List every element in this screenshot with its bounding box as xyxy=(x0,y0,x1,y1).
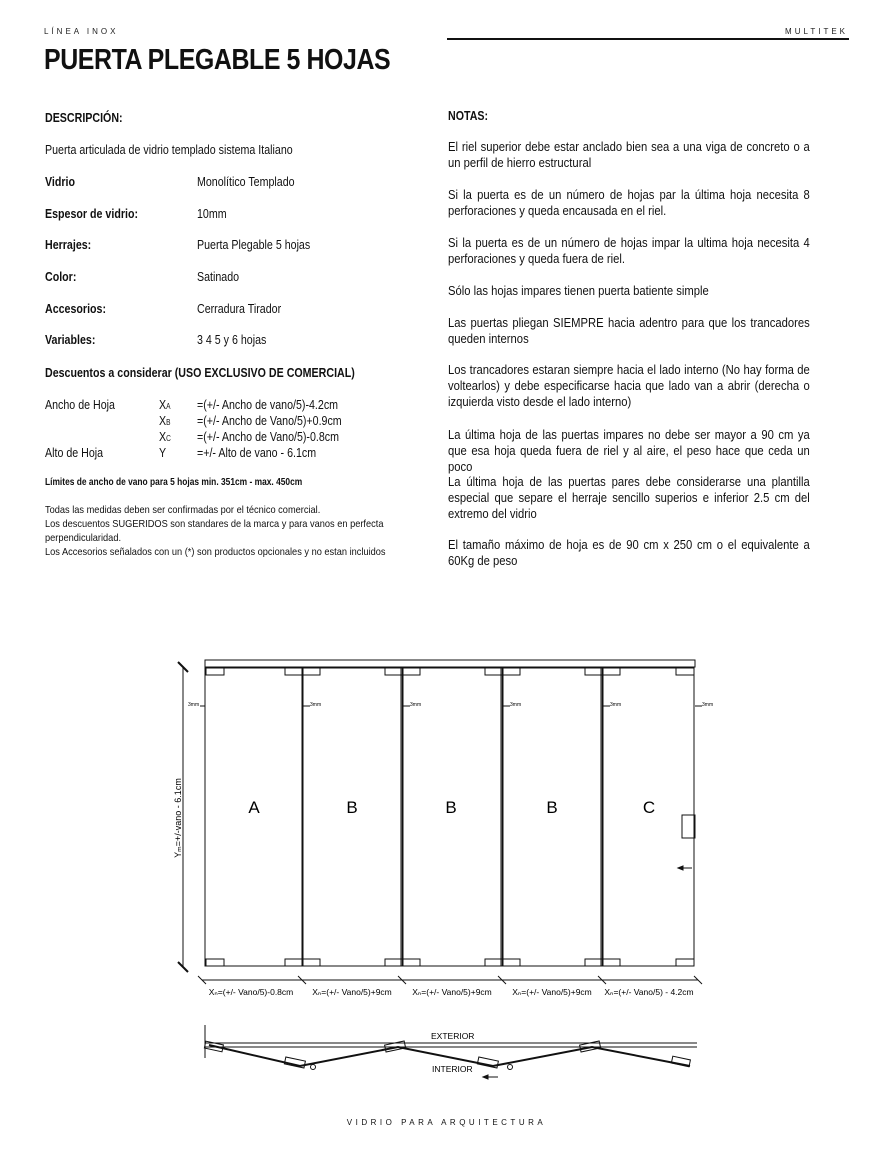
panel-label: B xyxy=(546,798,558,817)
glass-panel xyxy=(503,668,601,966)
width-label: Xₙ=(+/- Vano/5) - 4.2cm xyxy=(604,987,694,997)
spec-value: Cerradura Tirador xyxy=(197,301,282,316)
panel-label: B xyxy=(346,798,358,817)
spec-label: Color: xyxy=(45,269,77,284)
discount-formula: =(+/- Ancho de vano/5)-4.2cm xyxy=(197,397,339,412)
disclaimer-line: Los Accesorios señalados con un (*) son productos opcionales y no estan incluidos xyxy=(45,546,386,558)
discount-formula: =(+/- Ancho de Vano/5)+0.9cm xyxy=(197,413,342,428)
top-rail xyxy=(205,660,695,667)
product-line: LÍNEA INOX xyxy=(44,27,119,36)
hinge-top xyxy=(206,668,224,675)
note-item: La última hoja de las puertas pares debe considerarse una plantilla especial que separe el herraje sencillo superios e inferior 2.5 cm del extremo del vidrio xyxy=(448,475,810,521)
discount-name: Alto de Hoja xyxy=(45,445,104,460)
gap-label: 3mm xyxy=(310,702,322,708)
panel-label: A xyxy=(248,798,260,817)
spec-label: Herrajes: xyxy=(45,237,92,252)
disclaimer-line: Todas las medidas deben ser confirmadas por el técnico comercial. xyxy=(45,504,321,516)
glass-panel xyxy=(205,668,302,966)
note-item: Las puertas pliegan SIEMPRE hacia adentro para que los trancadores queden internos xyxy=(448,316,810,346)
page-footer: VIDRIO PARA ARQUITECTURA xyxy=(346,1118,547,1127)
note-item: La última hoja de las puertas impares no debe ser mayor a 90 cm ya que esa hoja queda fuera de riel y al aire, el peso hace que ceda un poco xyxy=(448,428,810,474)
notes-heading: NOTAS: xyxy=(448,108,489,123)
note-item: El tamaño máximo de hoja es de 90 cm x 250 cm o el equivalente a 60Kg de peso xyxy=(448,538,810,568)
spec-value: 10mm xyxy=(197,206,227,221)
glass-panel xyxy=(303,668,401,966)
page-title: PUERTA PLEGABLE 5 HOJAS xyxy=(44,44,391,76)
spec-label: Variables: xyxy=(45,332,96,347)
width-label: Xₙ=(+/- Vano/5)+9cm xyxy=(312,987,392,997)
spec-label: Espesor de vidrio: xyxy=(45,206,139,221)
description-intro: Puerta articulada de vidrio templado sistema Italiano xyxy=(45,142,293,157)
gap-label: 3mm xyxy=(610,702,622,708)
spec-value: Monolítico Templado xyxy=(197,174,295,189)
note-item: Los trancadores estaran siempre hacia el lado interno (No hay forma de voltearlos) y debe especificarse hacia que lado van a abrir (derecha o izquierda visto desde el lado interno) xyxy=(448,363,810,409)
spec-value: Puerta Plegable 5 hojas xyxy=(197,237,311,252)
disclaimer-line: perpendicularidad. xyxy=(45,532,122,544)
vano-limits: Límites de ancho de vano para 5 hojas min. 351cm - max. 450cm xyxy=(45,476,303,488)
note-item: Sólo las hojas impares tienen puerta batiente simple xyxy=(448,284,709,298)
gap-label: 3mm xyxy=(702,702,714,708)
discount-symbol: Y xyxy=(159,445,167,460)
width-label: Xₙ=(+/- Vano/5)+9cm xyxy=(512,987,592,997)
note-item: Si la puerta es de un número de hojas impar la ultima hoja necesita 4 perforaciones y queda fuera de riel. xyxy=(448,236,810,266)
height-label: Yₘ=+/-vano - 6.1cm xyxy=(173,778,183,858)
hinge-bottom xyxy=(676,959,694,966)
width-label: Xₙ=(+/- Vano/5)-0.8cm xyxy=(208,987,294,997)
interior-label: INTERIOR xyxy=(432,1064,473,1074)
discount-formula: =(+/- Ancho de Vano/5)-0.8cm xyxy=(197,429,340,444)
discount-formula: =+/- Alto de vano - 6.1cm xyxy=(197,445,317,460)
exterior-label: EXTERIOR xyxy=(431,1031,475,1041)
width-label: Xₙ=(+/- Vano/5)+9cm xyxy=(412,987,492,997)
glass-panel xyxy=(403,668,501,966)
discounts-heading: Descuentos a considerar (USO EXCLUSIVO DE COMERCIAL) xyxy=(45,365,355,380)
description-heading: DESCRIPCIÓN: xyxy=(45,110,123,125)
spec-label: Accesorios: xyxy=(45,301,107,316)
spec-label: Vidrio xyxy=(45,174,76,189)
door-handle xyxy=(682,815,695,838)
hinge-top xyxy=(676,668,694,675)
spec-value: Satinado xyxy=(197,269,240,284)
panel-label: B xyxy=(445,798,457,817)
gap-label: 3mm xyxy=(188,702,200,708)
discount-name: Ancho de Hoja xyxy=(45,397,115,412)
discount-symbol: XA xyxy=(159,397,171,412)
panel-label: C xyxy=(642,798,656,817)
hinge-bottom xyxy=(206,959,224,966)
spec-value: 3 4 5 y 6 hojas xyxy=(197,332,267,347)
note-item: Si la puerta es de un número de hojas par la última hoja necesita 8 perforaciones y queda encausada en el riel. xyxy=(448,188,810,218)
brand-name: MULTITEK xyxy=(785,27,848,36)
note-item: El riel superior debe estar anclado bien sea a una viga de concreto o a un perfil de hierro estructural xyxy=(448,140,810,170)
disclaimer-line: Los descuentos SUGERIDOS son standares de la marca y para vanos en perfecta xyxy=(45,518,384,530)
gap-label: 3mm xyxy=(410,702,422,708)
discount-symbol: XB xyxy=(159,413,171,428)
discount-symbol: XC xyxy=(159,429,171,444)
glass-panel xyxy=(603,668,694,966)
gap-label: 3mm xyxy=(510,702,522,708)
